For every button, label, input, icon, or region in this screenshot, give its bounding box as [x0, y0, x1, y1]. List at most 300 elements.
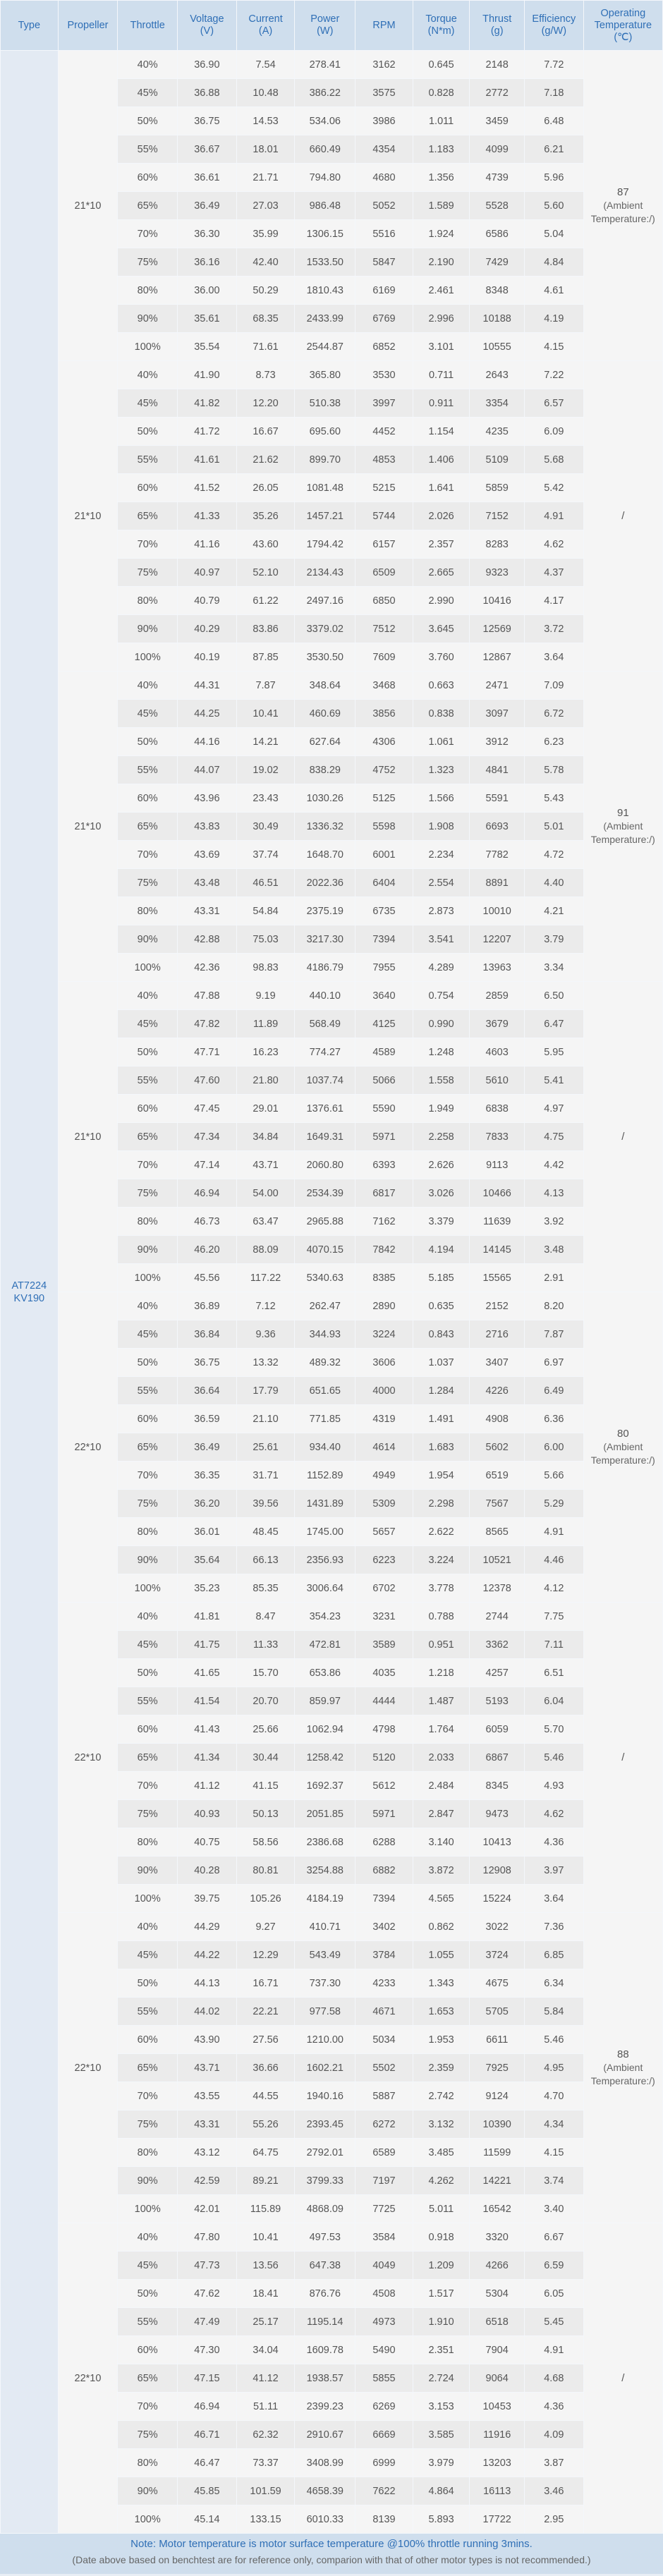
throttle-cell: 100% [118, 333, 178, 361]
thrust-cell: 9124 [470, 2082, 525, 2110]
thrust-cell: 4675 [470, 1969, 525, 1998]
table-row [1, 1913, 663, 1941]
voltage-cell: 41.75 [178, 1631, 237, 1659]
throttle-cell: 65% [118, 2054, 178, 2082]
thrust-cell: 7833 [470, 1123, 525, 1151]
torque-cell: 2.622 [413, 1518, 470, 1546]
propeller-cell: 22*10 [58, 1603, 118, 1913]
throttle-cell: 90% [118, 925, 178, 954]
power-cell: 2375.19 [295, 897, 355, 925]
torque-cell: 4.565 [413, 1885, 470, 1913]
torque-cell: 1.910 [413, 2308, 470, 2336]
power-cell: 1306.15 [295, 220, 355, 248]
torque-cell: 1.954 [413, 1462, 470, 1490]
current-cell: 75.03 [236, 925, 295, 954]
voltage-cell: 36.64 [178, 1377, 237, 1405]
efficiency-cell: 4.91 [524, 2336, 583, 2364]
power-cell: 1062.94 [295, 1715, 355, 1744]
current-cell: 68.35 [236, 305, 295, 333]
rpm-cell: 5125 [355, 784, 413, 813]
throttle-cell: 50% [118, 2280, 178, 2308]
torque-cell: 2.873 [413, 897, 470, 925]
operating-temperature-cell [583, 1913, 662, 2223]
voltage-cell: 43.55 [178, 2082, 237, 2110]
current-cell: 133.15 [236, 2505, 295, 2534]
throttle-cell: 45% [118, 1941, 178, 1969]
power-cell: 3408.99 [295, 2449, 355, 2477]
rpm-cell: 6702 [355, 1574, 413, 1603]
torque-cell: 5.011 [413, 2195, 470, 2223]
torque-cell: 1.248 [413, 1038, 470, 1067]
thrust-cell: 12378 [470, 1574, 525, 1603]
throttle-cell: 100% [118, 954, 178, 982]
voltage-cell: 43.69 [178, 841, 237, 869]
rpm-cell: 3402 [355, 1913, 413, 1941]
torque-cell: 1.491 [413, 1405, 470, 1433]
efficiency-cell: 3.97 [524, 1857, 583, 1885]
voltage-cell: 39.75 [178, 1885, 237, 1913]
thrust-cell: 13203 [470, 2449, 525, 2477]
efficiency-cell: 5.96 [524, 164, 583, 192]
voltage-cell: 44.16 [178, 728, 237, 756]
throttle-cell: 45% [118, 1320, 178, 1349]
voltage-cell: 43.12 [178, 2139, 237, 2167]
torque-cell: 2.461 [413, 277, 470, 305]
rpm-cell: 4614 [355, 1433, 413, 1462]
efficiency-cell: 3.40 [524, 2195, 583, 2223]
thrust-cell: 3912 [470, 728, 525, 756]
thrust-cell: 6867 [470, 1744, 525, 1772]
efficiency-cell: 5.42 [524, 474, 583, 502]
throttle-cell: 70% [118, 530, 178, 559]
torque-cell: 2.626 [413, 1151, 470, 1179]
efficiency-cell: 5.68 [524, 446, 583, 474]
throttle-cell: 55% [118, 446, 178, 474]
throttle-cell: 75% [118, 559, 178, 587]
throttle-cell: 75% [118, 869, 178, 897]
power-cell: 2792.01 [295, 2139, 355, 2167]
rpm-cell: 6288 [355, 1828, 413, 1857]
voltage-cell: 47.71 [178, 1038, 237, 1067]
rpm-cell: 3224 [355, 1320, 413, 1349]
rpm-cell: 5516 [355, 220, 413, 248]
rpm-cell: 6223 [355, 1546, 413, 1574]
torque-cell: 2.258 [413, 1123, 470, 1151]
throttle-cell: 65% [118, 192, 178, 220]
current-cell: 25.61 [236, 1433, 295, 1462]
torque-cell: 0.754 [413, 982, 470, 1010]
power-cell: 1030.26 [295, 784, 355, 813]
rpm-cell: 5971 [355, 1800, 413, 1828]
current-cell: 46.51 [236, 869, 295, 897]
torque-cell: 1.764 [413, 1715, 470, 1744]
power-cell: 6010.33 [295, 2505, 355, 2534]
voltage-cell: 43.71 [178, 2054, 237, 2082]
torque-cell: 0.951 [413, 1631, 470, 1659]
throttle-cell: 75% [118, 2110, 178, 2139]
thrust-cell: 8348 [470, 277, 525, 305]
power-cell: 794.80 [295, 164, 355, 192]
thrust-cell: 10413 [470, 1828, 525, 1857]
thrust-cell: 3407 [470, 1349, 525, 1377]
torque-cell: 2.847 [413, 1800, 470, 1828]
voltage-cell: 46.73 [178, 1208, 237, 1236]
voltage-cell: 40.97 [178, 559, 237, 587]
rpm-cell: 6817 [355, 1179, 413, 1208]
efficiency-cell: 6.34 [524, 1969, 583, 1998]
thrust-cell: 2152 [470, 1292, 525, 1320]
efficiency-cell: 4.34 [524, 2110, 583, 2139]
throttle-cell: 75% [118, 2421, 178, 2449]
rpm-cell: 3584 [355, 2223, 413, 2252]
current-cell: 35.99 [236, 220, 295, 248]
current-cell: 48.45 [236, 1518, 295, 1546]
efficiency-cell: 7.72 [524, 51, 583, 79]
throttle-cell: 40% [118, 982, 178, 1010]
throttle-cell: 80% [118, 2449, 178, 2477]
thrust-cell: 10188 [470, 305, 525, 333]
torque-cell: 2.990 [413, 587, 470, 615]
efficiency-cell: 4.37 [524, 559, 583, 587]
efficiency-cell: 6.23 [524, 728, 583, 756]
current-cell: 85.35 [236, 1574, 295, 1603]
torque-cell: 0.838 [413, 700, 470, 728]
torque-cell: 1.641 [413, 474, 470, 502]
power-cell: 2134.43 [295, 559, 355, 587]
power-cell: 5340.63 [295, 1264, 355, 1292]
power-cell: 410.71 [295, 1913, 355, 1941]
thrust-cell: 5528 [470, 192, 525, 220]
thrust-cell: 6519 [470, 1462, 525, 1490]
current-cell: 25.66 [236, 1715, 295, 1744]
torque-cell: 3.379 [413, 1208, 470, 1236]
header-type: Type [1, 1, 59, 51]
torque-cell: 0.918 [413, 2223, 470, 2252]
efficiency-cell: 7.87 [524, 1320, 583, 1349]
power-cell: 440.10 [295, 982, 355, 1010]
voltage-cell: 46.47 [178, 2449, 237, 2477]
current-cell: 20.70 [236, 1687, 295, 1715]
current-cell: 8.73 [236, 361, 295, 389]
power-cell: 2386.68 [295, 1828, 355, 1857]
power-cell: 2022.36 [295, 869, 355, 897]
voltage-cell: 41.33 [178, 502, 237, 530]
rpm-cell: 6272 [355, 2110, 413, 2139]
torque-cell: 1.323 [413, 756, 470, 784]
current-cell: 37.74 [236, 841, 295, 869]
efficiency-cell: 5.41 [524, 1067, 583, 1095]
current-cell: 71.61 [236, 333, 295, 361]
voltage-cell: 47.30 [178, 2336, 237, 2364]
rpm-cell: 4452 [355, 418, 413, 446]
efficiency-cell: 7.22 [524, 361, 583, 389]
voltage-cell: 46.20 [178, 1236, 237, 1264]
efficiency-cell: 6.04 [524, 1687, 583, 1715]
current-cell: 11.33 [236, 1631, 295, 1659]
current-cell: 44.55 [236, 2082, 295, 2110]
power-cell: 876.76 [295, 2280, 355, 2308]
temperature-value: 91 [616, 807, 629, 819]
efficiency-cell: 4.91 [524, 502, 583, 530]
note-line-1: Note: Motor temperature is motor surface temperature @100% throttle running 3mins. [130, 2538, 533, 2550]
voltage-cell: 41.90 [178, 361, 237, 389]
rpm-cell: 5590 [355, 1095, 413, 1123]
rpm-cell: 8385 [355, 1264, 413, 1292]
torque-cell: 2.190 [413, 248, 470, 277]
voltage-cell: 44.22 [178, 1941, 237, 1969]
rpm-cell: 4949 [355, 1462, 413, 1490]
current-cell: 9.36 [236, 1320, 295, 1349]
power-cell: 737.30 [295, 1969, 355, 1998]
efficiency-cell: 3.48 [524, 1236, 583, 1264]
thrust-cell: 11639 [470, 1208, 525, 1236]
torque-cell: 1.183 [413, 135, 470, 164]
voltage-cell: 36.01 [178, 1518, 237, 1546]
voltage-cell: 40.75 [178, 1828, 237, 1857]
voltage-cell: 46.94 [178, 1179, 237, 1208]
current-cell: 117.22 [236, 1264, 295, 1292]
torque-cell: 3.645 [413, 615, 470, 643]
throttle-cell: 45% [118, 1631, 178, 1659]
power-cell: 2399.23 [295, 2393, 355, 2421]
efficiency-cell: 3.46 [524, 2477, 583, 2505]
thrust-cell: 2471 [470, 672, 525, 700]
propeller-cell: 22*10 [58, 2223, 118, 2534]
efficiency-cell: 7.11 [524, 1631, 583, 1659]
rpm-cell: 6404 [355, 869, 413, 897]
power-cell: 859.97 [295, 1687, 355, 1715]
thrust-cell: 7152 [470, 502, 525, 530]
efficiency-cell: 4.62 [524, 530, 583, 559]
rpm-cell: 5490 [355, 2336, 413, 2364]
rpm-cell: 5120 [355, 1744, 413, 1772]
rpm-cell: 5971 [355, 1123, 413, 1151]
efficiency-cell: 6.00 [524, 1433, 583, 1462]
voltage-cell: 41.65 [178, 1659, 237, 1687]
rpm-cell: 4508 [355, 2280, 413, 2308]
voltage-cell: 36.89 [178, 1292, 237, 1320]
voltage-cell: 40.28 [178, 1857, 237, 1885]
current-cell: 8.47 [236, 1603, 295, 1631]
thrust-cell: 10466 [470, 1179, 525, 1208]
torque-cell: 2.742 [413, 2082, 470, 2110]
rpm-cell: 6669 [355, 2421, 413, 2449]
voltage-cell: 47.82 [178, 1010, 237, 1038]
rpm-cell: 7955 [355, 954, 413, 982]
power-cell: 262.47 [295, 1292, 355, 1320]
power-cell: 1210.00 [295, 2026, 355, 2054]
torque-cell: 1.154 [413, 418, 470, 446]
thrust-cell: 13963 [470, 954, 525, 982]
thrust-cell: 12908 [470, 1857, 525, 1885]
header-operating-temperature: Operating Temperature (℃) [583, 1, 662, 51]
torque-cell: 2.665 [413, 559, 470, 587]
current-cell: 13.32 [236, 1349, 295, 1377]
power-cell: 278.41 [295, 51, 355, 79]
rpm-cell: 4973 [355, 2308, 413, 2336]
throttle-cell: 80% [118, 587, 178, 615]
voltage-cell: 41.81 [178, 1603, 237, 1631]
power-cell: 497.53 [295, 2223, 355, 2252]
rpm-cell: 6769 [355, 305, 413, 333]
torque-cell: 3.101 [413, 333, 470, 361]
current-cell: 73.37 [236, 2449, 295, 2477]
thrust-cell: 7925 [470, 2054, 525, 2082]
throttle-cell: 60% [118, 2336, 178, 2364]
rpm-cell: 4035 [355, 1659, 413, 1687]
header-current: Current (A) [236, 1, 295, 51]
torque-cell: 1.949 [413, 1095, 470, 1123]
current-cell: 23.43 [236, 784, 295, 813]
torque-cell: 3.485 [413, 2139, 470, 2167]
thrust-cell: 8283 [470, 530, 525, 559]
thrust-cell: 5705 [470, 1998, 525, 2026]
power-cell: 2433.99 [295, 305, 355, 333]
power-cell: 1376.61 [295, 1095, 355, 1123]
thrust-cell: 3320 [470, 2223, 525, 2252]
current-cell: 14.21 [236, 728, 295, 756]
current-cell: 21.62 [236, 446, 295, 474]
ambient-temperature-label: (Ambient Temperature:/) [590, 820, 655, 845]
torque-cell: 1.566 [413, 784, 470, 813]
rpm-cell: 4752 [355, 756, 413, 784]
rpm-cell: 5034 [355, 2026, 413, 2054]
thrust-cell: 14221 [470, 2167, 525, 2195]
power-cell: 510.38 [295, 389, 355, 418]
header-propeller: Propeller [58, 1, 118, 51]
torque-cell: 1.055 [413, 1941, 470, 1969]
thrust-cell: 4099 [470, 135, 525, 164]
efficiency-cell: 4.21 [524, 897, 583, 925]
throttle-cell: 65% [118, 2364, 178, 2393]
voltage-cell: 42.36 [178, 954, 237, 982]
efficiency-cell: 5.46 [524, 1744, 583, 1772]
efficiency-cell: 5.01 [524, 813, 583, 841]
torque-cell: 4.194 [413, 1236, 470, 1264]
power-cell: 1648.70 [295, 841, 355, 869]
power-cell: 3217.30 [295, 925, 355, 954]
thrust-cell: 4739 [470, 164, 525, 192]
current-cell: 26.05 [236, 474, 295, 502]
rpm-cell: 7622 [355, 2477, 413, 2505]
voltage-cell: 45.56 [178, 1264, 237, 1292]
efficiency-cell: 3.64 [524, 643, 583, 672]
current-cell: 9.27 [236, 1913, 295, 1941]
efficiency-cell: 4.97 [524, 1095, 583, 1123]
torque-cell: 3.140 [413, 1828, 470, 1857]
power-cell: 4868.09 [295, 2195, 355, 2223]
torque-cell: 3.778 [413, 1574, 470, 1603]
current-cell: 17.79 [236, 1377, 295, 1405]
efficiency-cell: 8.20 [524, 1292, 583, 1320]
power-cell: 4070.15 [295, 1236, 355, 1264]
throttle-cell: 70% [118, 1772, 178, 1800]
efficiency-cell: 3.74 [524, 2167, 583, 2195]
propeller-cell: 21*10 [58, 982, 118, 1292]
thrust-cell: 6693 [470, 813, 525, 841]
throttle-cell: 60% [118, 474, 178, 502]
throttle-cell: 80% [118, 277, 178, 305]
torque-cell: 2.357 [413, 530, 470, 559]
power-cell: 1195.14 [295, 2308, 355, 2336]
voltage-cell: 43.83 [178, 813, 237, 841]
header-rpm: RPM [355, 1, 413, 51]
thrust-cell: 4908 [470, 1405, 525, 1433]
efficiency-cell: 6.21 [524, 135, 583, 164]
rpm-cell: 4319 [355, 1405, 413, 1433]
torque-cell: 2.234 [413, 841, 470, 869]
voltage-cell: 35.61 [178, 305, 237, 333]
operating-temperature-cell [583, 672, 662, 982]
current-cell: 88.09 [236, 1236, 295, 1264]
current-cell: 34.84 [236, 1123, 295, 1151]
voltage-cell: 36.84 [178, 1320, 237, 1349]
throttle-cell: 70% [118, 220, 178, 248]
throttle-cell: 60% [118, 784, 178, 813]
thrust-cell: 4603 [470, 1038, 525, 1067]
rpm-cell: 3589 [355, 1631, 413, 1659]
torque-cell: 0.990 [413, 1010, 470, 1038]
torque-cell: 4.864 [413, 2477, 470, 2505]
torque-cell: 1.487 [413, 1687, 470, 1715]
efficiency-cell: 4.42 [524, 1151, 583, 1179]
header-efficiency: Efficiency (g/W) [524, 1, 583, 51]
throttle-cell: 65% [118, 1123, 178, 1151]
efficiency-cell: 5.04 [524, 220, 583, 248]
thrust-cell: 10453 [470, 2393, 525, 2421]
throttle-cell: 40% [118, 672, 178, 700]
current-cell: 101.59 [236, 2477, 295, 2505]
torque-cell: 2.033 [413, 1744, 470, 1772]
rpm-cell: 4444 [355, 1687, 413, 1715]
torque-cell: 3.224 [413, 1546, 470, 1574]
rpm-cell: 3856 [355, 700, 413, 728]
torque-cell: 1.343 [413, 1969, 470, 1998]
efficiency-cell: 4.93 [524, 1772, 583, 1800]
thrust-cell: 15565 [470, 1264, 525, 1292]
voltage-cell: 47.45 [178, 1095, 237, 1123]
power-cell: 1692.37 [295, 1772, 355, 1800]
power-cell: 3379.02 [295, 615, 355, 643]
torque-cell: 1.209 [413, 2252, 470, 2280]
voltage-cell: 36.35 [178, 1462, 237, 1490]
torque-cell: 3.132 [413, 2110, 470, 2139]
propeller-cell: 21*10 [58, 672, 118, 982]
current-cell: 62.32 [236, 2421, 295, 2449]
thrust-cell: 7904 [470, 2336, 525, 2364]
thrust-cell: 12569 [470, 615, 525, 643]
throttle-cell: 70% [118, 841, 178, 869]
rpm-cell: 5657 [355, 1518, 413, 1546]
current-cell: 13.56 [236, 2252, 295, 2280]
current-cell: 63.47 [236, 1208, 295, 1236]
current-cell: 27.03 [236, 192, 295, 220]
throttle-cell: 90% [118, 615, 178, 643]
efficiency-cell: 7.09 [524, 672, 583, 700]
voltage-cell: 41.82 [178, 389, 237, 418]
table-row [1, 2223, 663, 2252]
efficiency-cell: 7.36 [524, 1913, 583, 1941]
current-cell: 35.26 [236, 502, 295, 530]
voltage-cell: 46.94 [178, 2393, 237, 2421]
efficiency-cell: 4.91 [524, 1518, 583, 1546]
power-cell: 568.49 [295, 1010, 355, 1038]
throttle-cell: 80% [118, 1828, 178, 1857]
voltage-cell: 41.16 [178, 530, 237, 559]
thrust-cell: 6518 [470, 2308, 525, 2336]
torque-cell: 1.908 [413, 813, 470, 841]
efficiency-cell: 4.13 [524, 1179, 583, 1208]
